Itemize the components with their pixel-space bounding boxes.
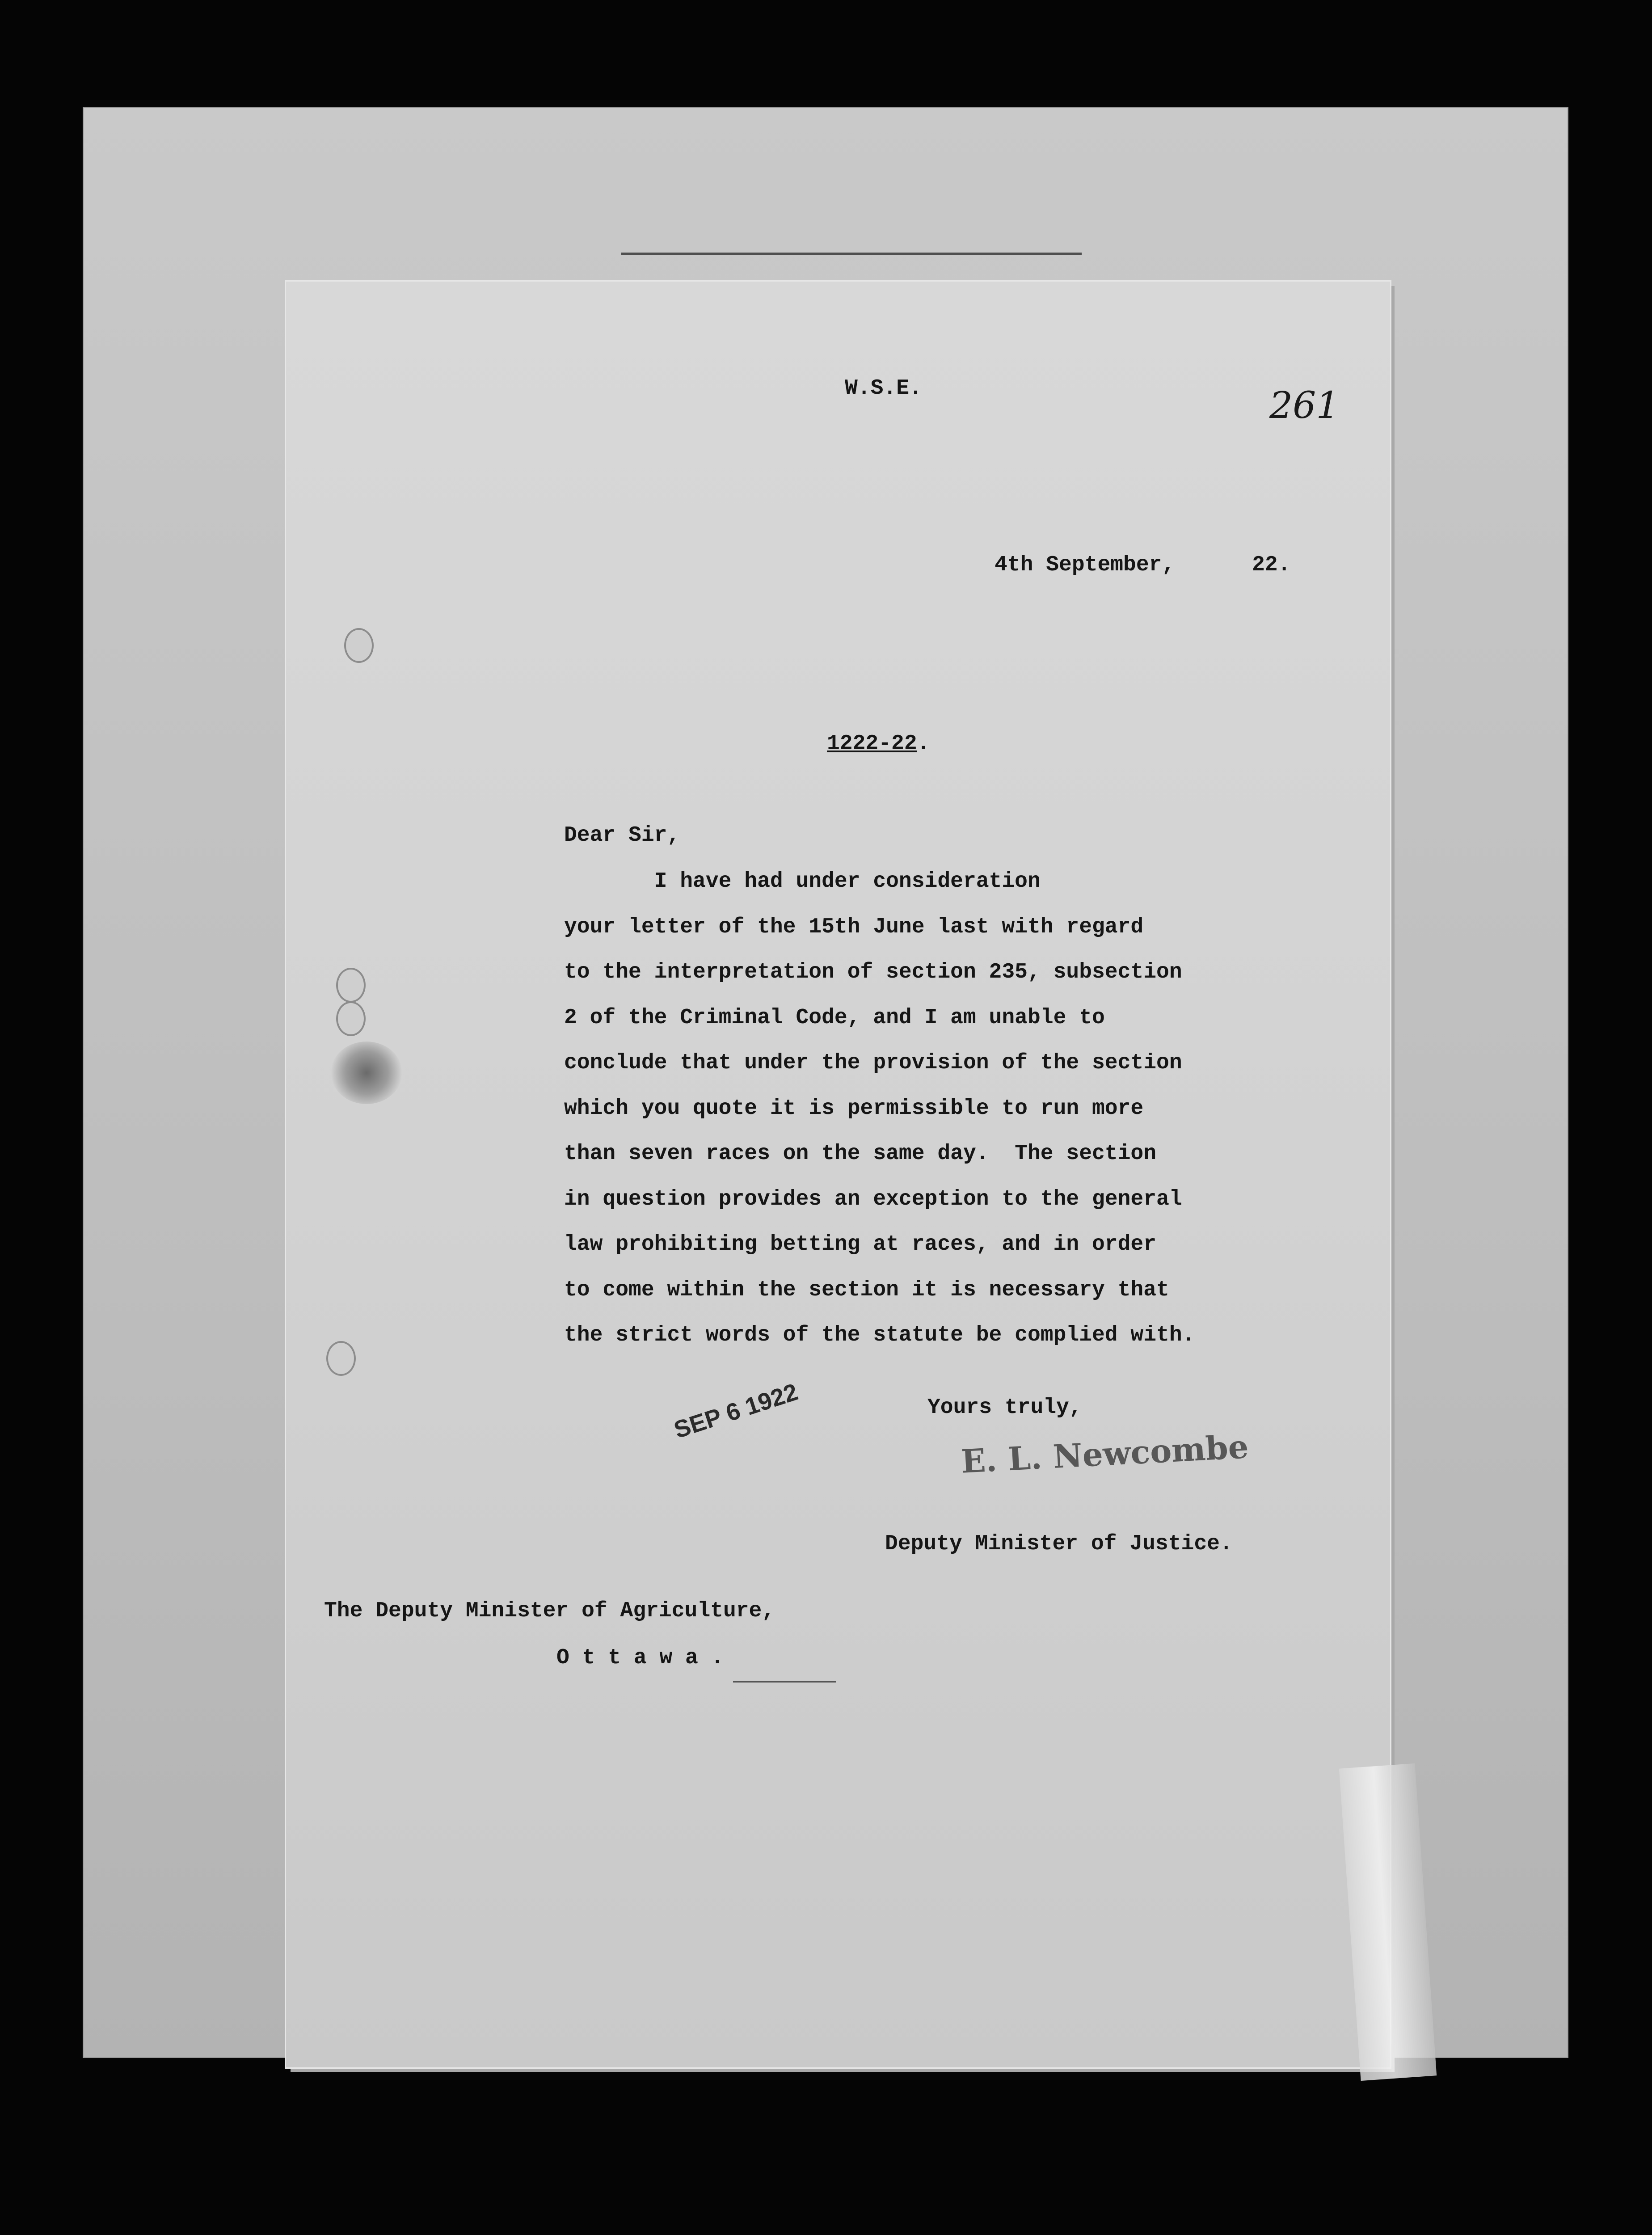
- underline-rule: [733, 1681, 836, 1683]
- punch-hole: [336, 1001, 366, 1036]
- file-number: 1222-22: [827, 732, 917, 756]
- closing: Yours truly,: [927, 1396, 1082, 1420]
- signatory-title: Deputy Minister of Justice.: [885, 1532, 1233, 1556]
- punch-hole: [336, 968, 366, 1003]
- letter-page: [286, 282, 1390, 2067]
- received-stamp: SEP 6 1922: [670, 1378, 801, 1444]
- signature: E. L. Newcombe: [960, 1427, 1250, 1480]
- body-line: than seven races on the same day. The section: [564, 1142, 1157, 1166]
- addressee: The Deputy Minister of Agriculture,: [324, 1599, 775, 1623]
- body-line: which you quote it is permissible to run more: [564, 1096, 1144, 1121]
- body-line: law prohibiting betting at races, and in order: [564, 1232, 1157, 1257]
- ink-smudge: [331, 1042, 402, 1104]
- punch-hole: [326, 1341, 356, 1376]
- body-line: conclude that under the provision of the section: [564, 1051, 1182, 1075]
- salutation: Dear Sir,: [564, 823, 680, 848]
- letter-date: 4th September, 22.: [995, 553, 1291, 577]
- addressee-city: O t t a w a .: [556, 1646, 724, 1670]
- folio-number: 261: [1269, 384, 1340, 427]
- body-line: your letter of the 15th June last with regard: [564, 915, 1144, 939]
- background-rule: [621, 253, 1082, 255]
- body-line: I have had under consideration: [564, 869, 1041, 894]
- typist-initials: W.S.E.: [845, 376, 922, 401]
- file-number-line: [827, 733, 930, 755]
- punch-hole: [344, 628, 374, 663]
- body-line: to come within the section it is necessary that: [564, 1278, 1169, 1302]
- file-number-suffix: .: [917, 732, 930, 756]
- body-line: to the interpretation of section 235, subsection: [564, 960, 1182, 984]
- body-line: in question provides an exception to the general: [564, 1187, 1182, 1211]
- body-line: 2 of the Criminal Code, and I am unable to: [564, 1005, 1105, 1030]
- body-line: the strict words of the statute be complied with.: [564, 1323, 1195, 1347]
